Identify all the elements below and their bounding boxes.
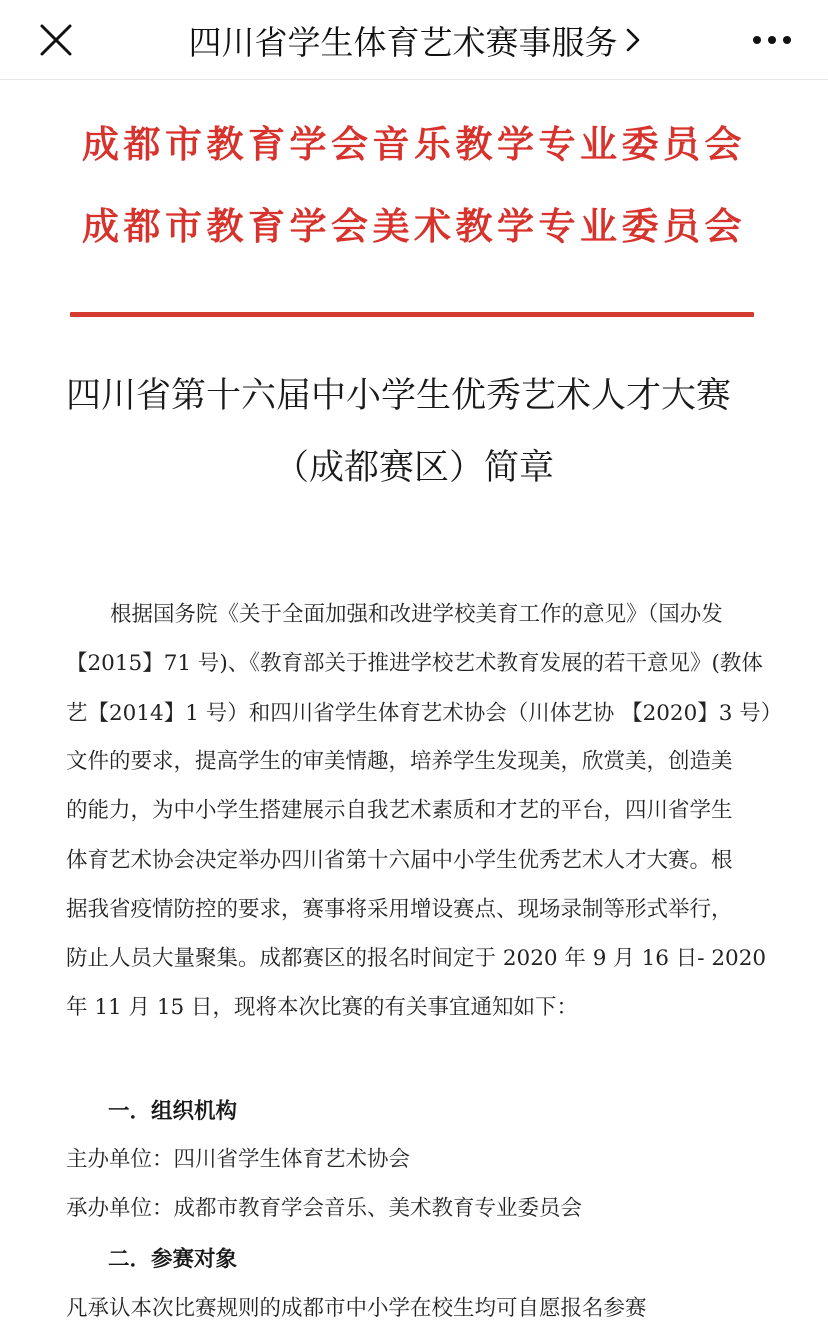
document-image xyxy=(0,80,828,1343)
section-heading-participants: 二．参赛对象 xyxy=(108,1247,238,1272)
more-icon xyxy=(752,35,792,45)
intro-line: 年 11 月 15 日，现将本次比赛的有关事宜通知如下： xyxy=(66,995,579,1020)
participants-line: 凡承认本次比赛规则的成都市中小学在校生均可自愿报名参赛 xyxy=(66,1296,647,1321)
document-subtitle: （成都赛区）简章 xyxy=(273,448,554,488)
red-divider xyxy=(70,312,754,317)
intro-line: 艺【2014】1 号）和四川省学生体育艺术协会（川体艺协 【2020】3 号） xyxy=(66,701,783,726)
host-line: 承办单位：成都市教育学会音乐、美术教育专业委员会 xyxy=(66,1196,583,1221)
intro-line: 据我省疫情防控的要求，赛事将采用增设赛点、现场录制等形式举行， xyxy=(66,897,733,922)
top-navigation-bar xyxy=(0,0,828,80)
account-title-link[interactable] xyxy=(150,0,678,80)
section-heading-organization: 一．组织机构 xyxy=(108,1099,238,1124)
intro-line: 防止人员大量聚集。成都赛区的报名时间定于 2020 年 9 月 16 日- 2020 xyxy=(66,946,767,971)
account-title: 四川省学生体育艺术赛事服务 xyxy=(188,22,618,62)
org-line-art: 成都市教育学会美术教学专业委员会 xyxy=(82,204,746,248)
intro-line: 根据国务院《关于全面加强和改进学校美育工作的意见》（国办发 xyxy=(110,602,723,627)
intro-line: 体育艺术协会决定举办四川省第十六届中小学生优秀艺术人才大赛。根 xyxy=(66,848,733,873)
chevron-right-icon xyxy=(626,28,640,52)
intro-line: 文件的要求，提高学生的审美情趣，培养学生发现美，欣赏美，创造美 xyxy=(66,749,733,774)
close-button[interactable] xyxy=(30,14,82,66)
intro-line: 【2015】71 号)、《教育部关于推进学校艺术教育发展的若干意见》(教体 xyxy=(66,651,763,676)
org-line-music: 成都市教育学会音乐教学专业委员会 xyxy=(82,122,746,166)
more-options-button[interactable] xyxy=(744,14,800,66)
close-icon xyxy=(39,23,73,57)
organizer-line: 主办单位：四川省学生体育艺术协会 xyxy=(66,1147,411,1172)
intro-line: 的能力，为中小学生搭建展示自我艺术素质和才艺的平台，四川省学生 xyxy=(66,798,733,823)
document-title: 四川省第十六届中小学生优秀艺术人才大赛 xyxy=(66,376,732,416)
